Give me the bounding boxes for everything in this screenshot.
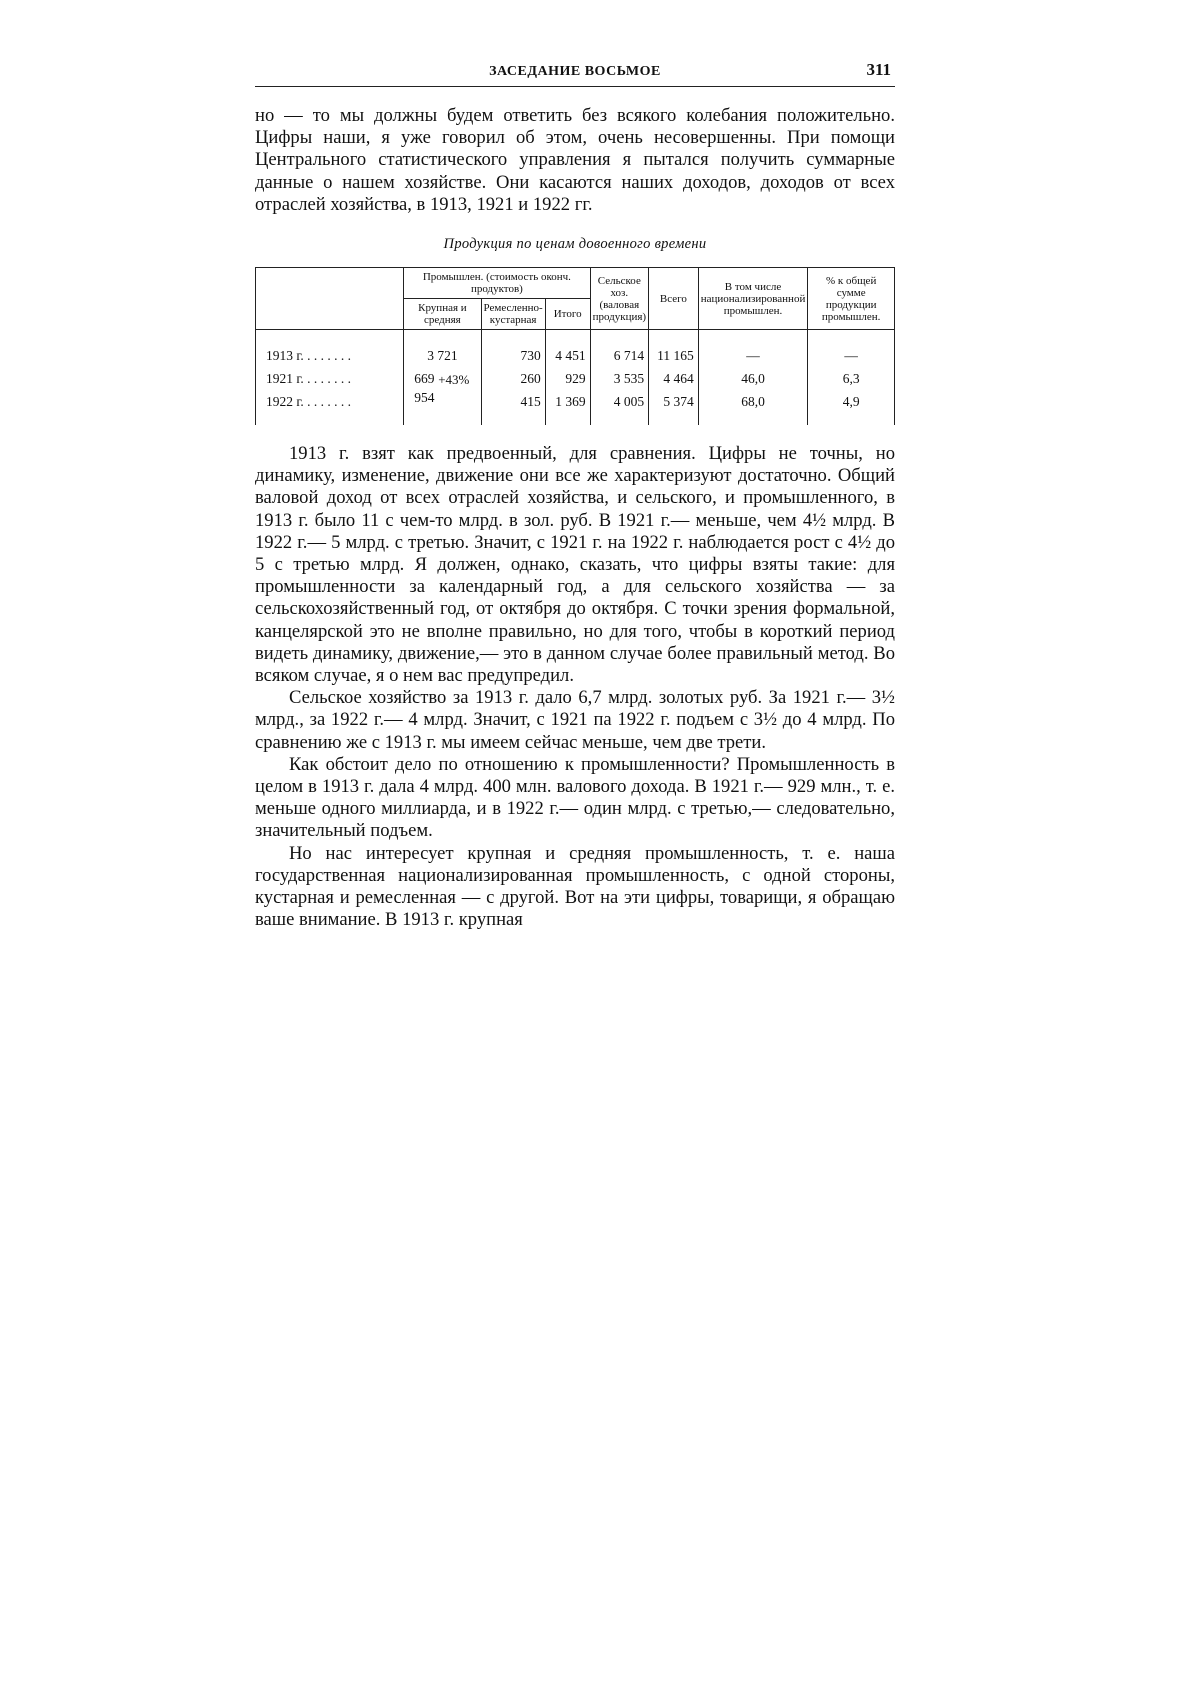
cell-handicraft: 260	[481, 367, 545, 390]
body-text	[255, 443, 895, 931]
cell-industry-total: 929	[545, 367, 590, 390]
page-number: 311	[866, 60, 891, 79]
bracket-note: +43%	[438, 372, 470, 388]
cell-nationalized: 68,0	[698, 390, 808, 425]
cell-large-medium-1921: 669	[414, 371, 435, 387]
table-row	[256, 367, 895, 390]
paragraph: Сельское хозяйство за 1913 г. дало 6,7 млрд. золотых руб. За 1921 г.— 3½ млрд., за 1922 г.— 4 млрд. Значит, с 1921 па 1922 г. подъем с 3½ до 4 млрд. По сравнению же с 1913 г. мы имеем сейчас меньше, чем две трети.	[255, 687, 895, 753]
table-row	[256, 390, 895, 425]
paragraph: 1913 г. взят как предвоенный, для сравнения. Цифры не точны, но динамику, изменение, движение они все же характеризуют достаточно. Общий валовой доход от всех отраслей хозяйства, и сельского, и промышленного, в 1913 г. было 11 с чем-то млрд. в зол. руб. В 1921 г.— меньше, чем 4½ млрд. В 1922 г.— 5 млрд. с третью. Значит, с 1921 г. на 1922 г. наблюдается рост с 4½ до 5 с третью млрд. Я должен, однако, сказать, что цифры взяты такие: для промышленности за календарный год, а для сельского хозяйства — за сельскохозяйственный год, от октября до октября. С точки зрения формальной, канцелярской это не вполне правильно, но для того, чтобы в короткий период видеть динамику, движение,— это в данном случае более правильный метод. Во всяком случае, я о нем вас предупредил.	[255, 443, 895, 687]
table-caption: Продукция по ценам довоенного времени	[443, 236, 707, 253]
cell-large-medium-bracketed	[404, 367, 481, 425]
row-year: 1913 г. . . . . . . .	[256, 344, 404, 367]
cell-nationalized: 46,0	[698, 367, 808, 390]
cell-pct: 4,9	[808, 390, 895, 425]
header-industry-total: Итого	[545, 299, 590, 330]
cell-agriculture: 6 714	[590, 344, 649, 367]
cell-industry-total: 4 451	[545, 344, 590, 367]
stub-header	[256, 268, 404, 330]
book-page	[255, 56, 895, 931]
cell-pct: —	[808, 344, 895, 367]
table-row	[256, 344, 895, 367]
header-agriculture: Сельское хоз. (валовая продукция)	[590, 268, 649, 330]
cell-nationalized: —	[698, 344, 808, 367]
paragraph: Как обстоит дело по отношению к промышленности? Промышленность в целом в 1913 г. дала 4 млрд. 400 млн. валового дохода. В 1921 г.— 929 млн., т. е. меньше одного миллиарда, и в 1922 г.— один млрд. с третью,— следовательно, значительный подъем.	[255, 753, 895, 842]
running-head	[255, 56, 895, 87]
row-year: 1921 г. . . . . . . .	[256, 367, 404, 390]
row-year: 1922 г. . . . . . . .	[256, 390, 404, 425]
cell-total: 4 464	[649, 367, 699, 390]
header-pct: % к общей сумме продукции промышлен.	[808, 268, 895, 330]
header-total: Всего	[649, 268, 699, 330]
cell-handicraft: 730	[481, 344, 545, 367]
cell-large-medium: 3 721	[404, 344, 481, 367]
cell-pct: 6,3	[808, 367, 895, 390]
header-large-medium: Крупная и средняя	[404, 299, 481, 330]
paragraph: Но нас интересует крупная и средняя промышленность, т. е. наша государственная национализированная промышленность, с одной стороны, кустарная и ремесленная — с другой. Вот на эти цифры, товарищи, я обращаю ваше внимание. В 1913 г. крупная	[255, 842, 895, 931]
cell-total: 5 374	[649, 390, 699, 425]
header-nationalized: В том числе национализированной промышлен.	[698, 268, 808, 330]
intro-paragraph: но — то мы должны будем ответить без всякого колебания положительно. Цифры наши, я уже говорил об этом, очень несовершенны. При помощи Центрального статистического управления я пытался получить суммарные данные о нашем хозяйстве. Они касаются наших доходов, доходов от всех отраслей хозяйства, в 1913, 1921 и 1922 гг.	[255, 105, 895, 215]
cell-handicraft: 415	[481, 390, 545, 425]
production-table	[255, 267, 895, 425]
cell-agriculture: 4 005	[590, 390, 649, 425]
cell-industry-total: 1 369	[545, 390, 590, 425]
cell-large-medium-1922: 954	[414, 390, 435, 406]
running-title: ЗАСЕДАНИЕ ВОСЬМОЕ	[489, 64, 661, 79]
header-industry-group: Промышлен. (стоимость оконч. продуктов)	[404, 268, 590, 299]
header-handicraft: Ремесленно-кустарная	[481, 299, 545, 330]
cell-total: 11 165	[649, 344, 699, 367]
cell-agriculture: 3 535	[590, 367, 649, 390]
